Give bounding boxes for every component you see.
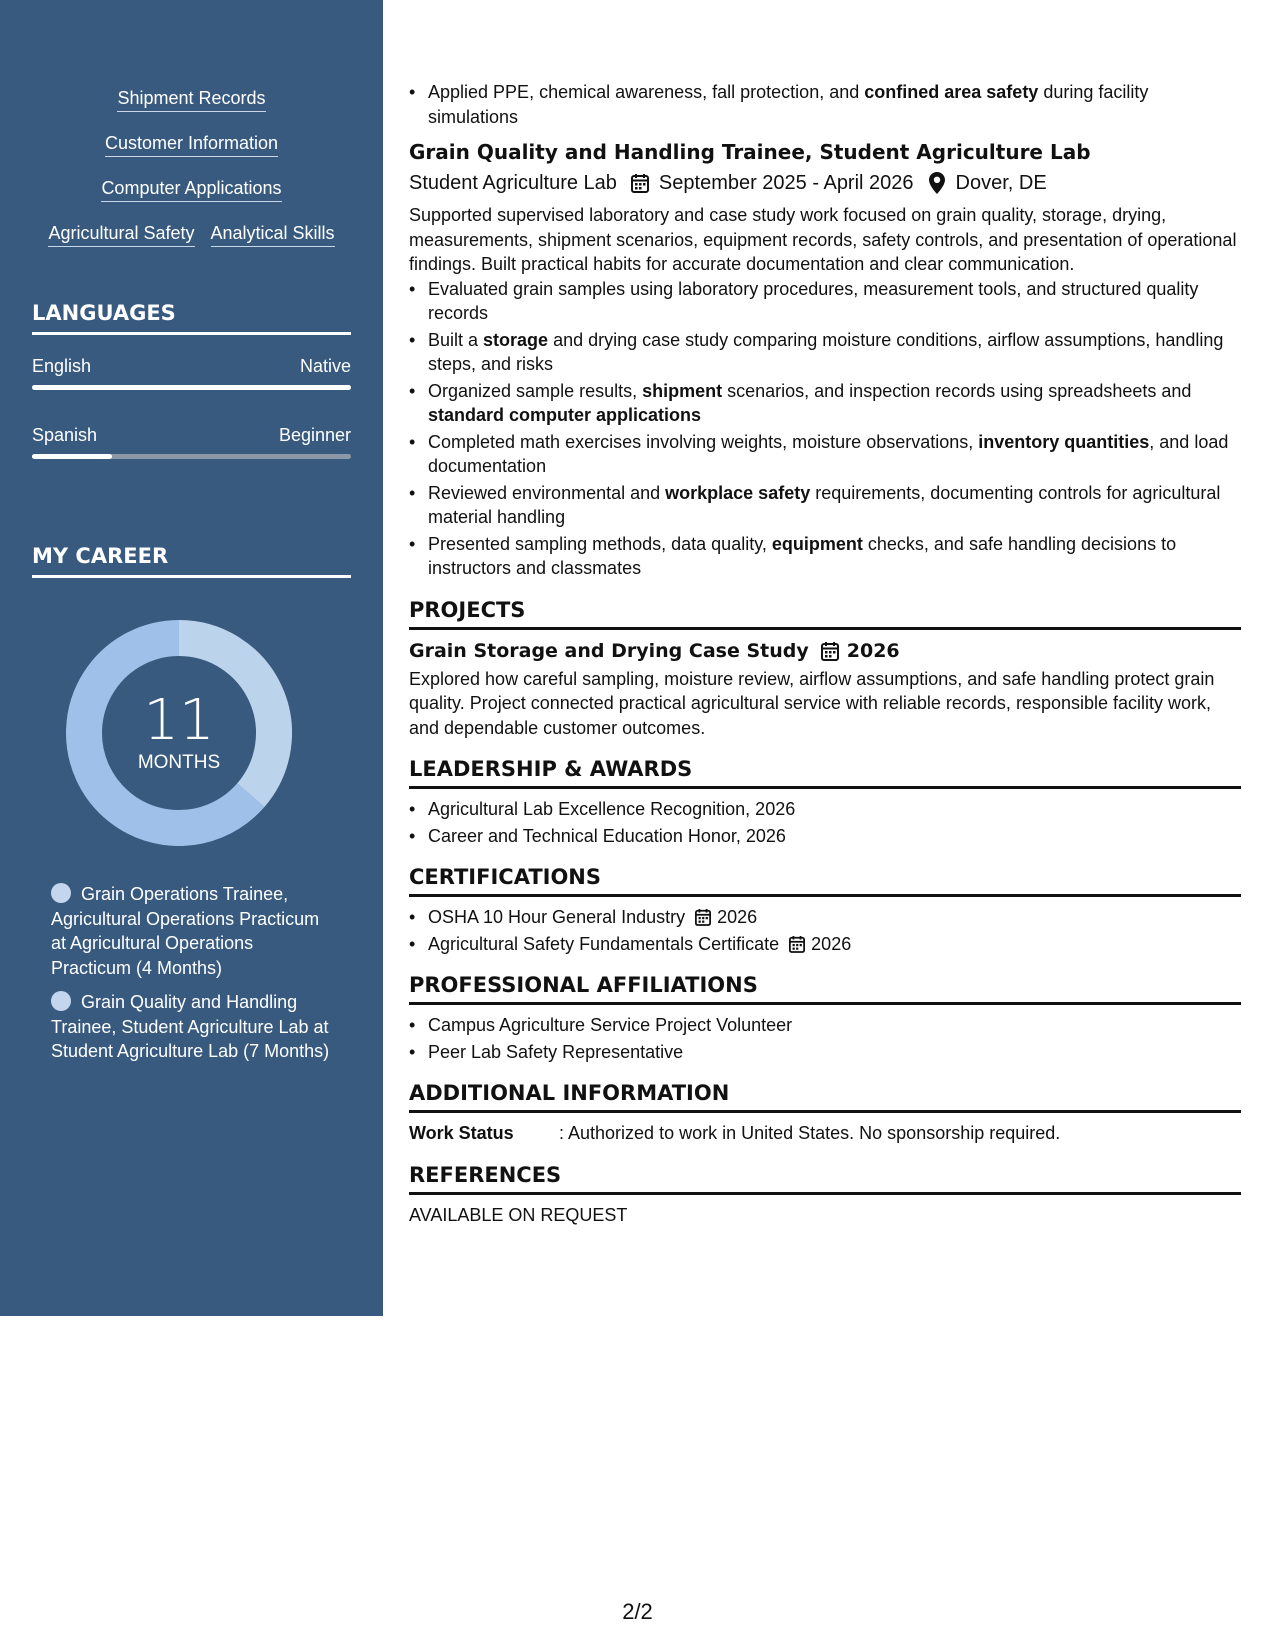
languages-title: LANGUAGES xyxy=(32,300,351,335)
affiliations-list xyxy=(409,1013,1241,1064)
job-bullet xyxy=(409,430,1241,479)
project-name: Grain Storage and Drying Case Study xyxy=(409,639,809,662)
certification-item xyxy=(409,932,1241,957)
bullet-text: Evaluated grain samples using laboratory procedures, measurement tools, and structured quality records xyxy=(428,278,1199,323)
references-title: REFERENCES xyxy=(409,1162,1241,1195)
career-title: MY CAREER xyxy=(32,543,351,578)
affiliations-title: PROFESSIONAL AFFILIATIONS xyxy=(409,972,1241,1005)
work-status-row xyxy=(409,1121,1241,1146)
legend-dot-icon xyxy=(51,883,71,903)
skill-tag: Agricultural Safety xyxy=(48,221,194,247)
career-legend-text: Grain Quality and Handling Trainee, Student Agriculture Lab at Student Agriculture Lab (7 Months) xyxy=(51,992,330,1061)
job-company: Student Agriculture Lab xyxy=(409,172,617,194)
skill-tag: Shipment Records xyxy=(117,86,265,112)
career-unit: MONTHS xyxy=(137,752,221,773)
certification-item xyxy=(409,905,1241,930)
career-legend-text: Grain Operations Trainee, Agricultural Operations Practicum at Agricultural Operations Practicum (4 Months) xyxy=(51,884,320,978)
main-content xyxy=(409,80,1241,1227)
bullet-text: , and load documentation xyxy=(428,431,1229,476)
bullet-bold: confined area safety xyxy=(864,82,1039,102)
bullet-bold: storage xyxy=(483,329,549,350)
career-legend-item xyxy=(51,990,331,1064)
project-year: 2026 xyxy=(846,639,900,662)
language-level: Native xyxy=(299,356,351,376)
references-text: AVAILABLE ON REQUEST xyxy=(409,1204,628,1225)
certification-year: 2026 xyxy=(811,933,852,954)
bullet-text: scenarios, and inspection records using spreadsheets and xyxy=(722,380,1192,401)
calendar-icon xyxy=(695,908,713,926)
bullet-text: during facility simulations xyxy=(428,82,1149,127)
skill-tag: Analytical Skills xyxy=(211,221,335,247)
awards-list xyxy=(409,797,1241,848)
certification-year: 2026 xyxy=(717,907,758,927)
career-legend-item xyxy=(51,882,331,980)
bullet-text: Applied PPE, chemical awareness, fall protection, and xyxy=(428,82,865,102)
project-description: Explored how careful sampling, moisture review, airflow assumptions, and safe handling protect grain quality. Project connected practical agricultural service with reliable records, responsible facility work, and dependable customer outcomes. xyxy=(409,668,1215,738)
languages-section xyxy=(32,300,351,459)
career-legend xyxy=(51,882,331,1074)
calendar-icon xyxy=(789,935,807,953)
work-status-label: Work Status xyxy=(409,1123,514,1143)
calendar-icon xyxy=(819,639,841,663)
language-name: Spanish xyxy=(32,425,98,445)
certification-name: Agricultural Safety Fundamentals Certificate xyxy=(428,933,780,954)
job-bullet xyxy=(409,481,1241,530)
bullet-bold: standard computer applications xyxy=(428,405,702,425)
bullet-text: Organized sample results, xyxy=(428,380,643,401)
bullet-bold: shipment xyxy=(642,380,723,401)
certification-name: OSHA 10 Hour General Industry xyxy=(428,907,686,927)
language-level: Beginner xyxy=(278,425,351,445)
job-bullet xyxy=(409,379,1241,428)
legend-dot-icon xyxy=(51,991,71,1011)
award-item: • Career and Technical Education Honor, 2026 xyxy=(409,824,1241,849)
job-bullet xyxy=(409,80,1241,129)
award-item: • Agricultural Lab Excellence Recognition, 2026 xyxy=(409,797,1241,822)
job-location: Dover, DE xyxy=(955,172,1047,194)
language-bar-fill xyxy=(32,385,351,390)
bullet-text: checks, and safe handling decisions to instructors and classmates xyxy=(428,533,1177,578)
affiliation-item: • Peer Lab Safety Representative xyxy=(409,1040,1241,1065)
career-section xyxy=(32,543,351,578)
certifications-title: CERTIFICATIONS xyxy=(409,864,1241,897)
skill-tag: Customer Information xyxy=(105,131,278,157)
language-bar xyxy=(32,385,351,390)
job-bullets xyxy=(409,277,1241,581)
job-title: Grain Quality and Handling Trainee, Student Agriculture Lab xyxy=(409,140,1091,164)
career-total: 11 xyxy=(143,688,215,753)
job-meta xyxy=(409,170,1241,196)
language-bar xyxy=(32,454,351,459)
language-item xyxy=(32,424,351,459)
bullet-text: requirements, documenting controls for agricultural material handling xyxy=(428,482,1221,527)
project-header xyxy=(409,638,1241,664)
skill-tag: Computer Applications xyxy=(101,176,281,202)
bullet-bold: workplace safety xyxy=(665,482,811,503)
bullet-text: Completed math exercises involving weights, moisture observations, xyxy=(428,431,979,452)
career-donut xyxy=(66,620,292,846)
job-summary: Supported supervised laboratory and case study work focused on grain quality, storage, drying, measurements, shipment scenarios, equipment records, safety controls, and presentation of operational findings. Built practical habits for accurate documentation and clear communication. xyxy=(409,205,1237,274)
affiliation-item: • Campus Agriculture Service Project Volunteer xyxy=(409,1013,1241,1038)
projects-title: PROJECTS xyxy=(409,597,1241,630)
calendar-icon xyxy=(629,171,651,195)
certifications-list xyxy=(409,905,1241,956)
page-number: 2/2 xyxy=(622,1599,653,1624)
work-status-value: : Authorized to work in United States. No sponsorship required. xyxy=(559,1123,1061,1143)
sidebar xyxy=(0,0,383,1316)
job-bullet xyxy=(409,532,1241,581)
job-bullet xyxy=(409,328,1241,377)
bullet-bold: inventory quantities xyxy=(978,431,1150,452)
awards-title: LEADERSHIP & AWARDS xyxy=(409,756,1241,789)
bullet-text: Reviewed environmental and xyxy=(428,482,666,503)
job-dates: September 2025 - April 2026 xyxy=(658,172,914,194)
bullet-bold: equipment xyxy=(771,533,863,554)
location-pin-icon xyxy=(926,171,948,195)
skills-list xyxy=(0,86,383,266)
language-item xyxy=(32,355,351,390)
bullet-text: Built a xyxy=(428,329,484,350)
language-name: English xyxy=(32,356,92,376)
additional-info-title: ADDITIONAL INFORMATION xyxy=(409,1080,1241,1113)
bullet-text: Presented sampling methods, data quality, xyxy=(428,533,772,554)
language-bar-fill xyxy=(32,454,112,459)
bullet-text: and drying case study comparing moisture conditions, airflow assumptions, handling steps, and risks xyxy=(428,329,1224,374)
previous-job-bullets xyxy=(409,80,1241,129)
job-bullet xyxy=(409,277,1241,326)
